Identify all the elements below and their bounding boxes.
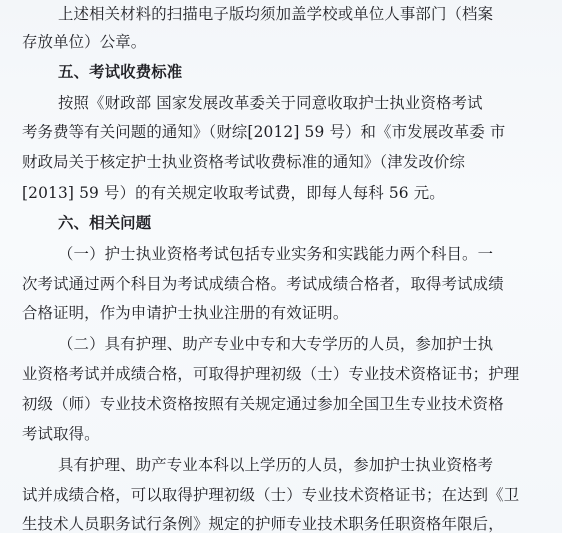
text-line: 存放单位）公章。 (22, 33, 147, 51)
section-heading-issues: 六、相关问题 (58, 214, 152, 232)
text-line: （二）具有护理、助产专业中专和大专学历的人员，参加护士执 (58, 335, 494, 353)
text-line: 具有护理、助产专业本科以上学历的人员，参加护士执业资格考 (58, 456, 494, 474)
text-line: 生技术人员职务试行条例》规定的护师专业技术职务任职资格年限后， (22, 515, 504, 533)
text-line: 业资格考试并成绩合格，可取得护理初级（士）专业技术资格证书；护理 (22, 365, 520, 383)
text-line: [2013] 59 号）的有关规定收取考试费，即每人每科 56 元。 (22, 184, 445, 202)
text-line: （一）护士执业资格考试包括专业实务和实践能力两个科目。一 (58, 245, 494, 263)
text-line: 考试取得。 (22, 425, 100, 443)
text-line: 次考试通过两个科目为考试成绩合格。考试成绩合格者，取得考试成绩 (22, 275, 504, 293)
text-line: 财政局关于核定护士执业资格考试收费标准的通知》（津发改价综 (22, 153, 465, 171)
text-line: 合格证明，作为申请护士执业注册的有效证明。 (22, 304, 349, 322)
text-line: 考务费等有关问题的通知》（财综[2012] 59 号）和《市发展改革委 市 (22, 123, 506, 141)
section-heading-fee: 五、考试收费标准 (58, 63, 183, 81)
text-line: 上述相关材料的扫描电子版均须加盖学校或单位人事部门（档案 (58, 5, 494, 23)
text-line: 按照《财政部 国家发展改革委关于同意收取护士执业资格考试 (58, 94, 483, 112)
text-line: 试并成绩合格，可以取得护理初级（士）专业技术资格证书；在达到《卫 (22, 486, 520, 504)
text-line: 初级（师）专业技术资格按照有关规定通过参加全国卫生专业技术资格 (22, 395, 504, 413)
